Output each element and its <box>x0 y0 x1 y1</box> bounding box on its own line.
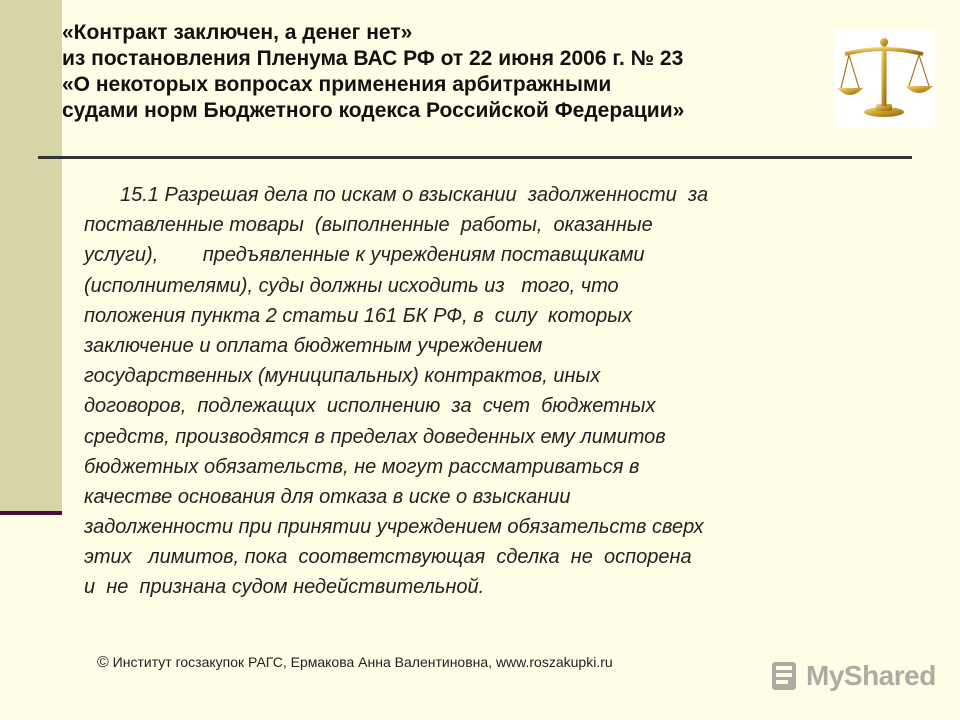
body-line: поставленные товары (выполненные работы, оказанные <box>84 214 653 237</box>
body-line: заключение и оплата бюджетным учреждением <box>84 334 543 357</box>
scales-icon <box>833 30 935 127</box>
footer-credit <box>97 654 613 672</box>
side-bar <box>0 0 62 512</box>
footer-text: Институт госзакупок РАГС, Ермакова Анна Валентиновна, www.roszakupki.ru <box>108 654 613 670</box>
body-line: 15.1 Разрешая дела по искам о взыскании задолженности за <box>120 184 709 206</box>
body-line: (исполнителями), суды должны исходить из того, что <box>84 274 619 297</box>
watermark-logo <box>768 656 936 698</box>
title-line-2: из постановления Пленума ВАС РФ от 22 июня 2006 г. № 23 <box>62 47 684 70</box>
slide-title <box>62 20 842 124</box>
body-line: и не признана судом недействительной. <box>84 576 485 599</box>
body-line: средств, производятся в пределах доведенных ему лимитов <box>84 425 666 448</box>
side-bar-accent-line <box>0 511 62 515</box>
body-line: услуги), предъявленные к учреждениям поставщиками <box>84 244 645 267</box>
body-line: бюджетных обязательств, не могут рассматриваться в <box>84 455 640 478</box>
body-line: задолженности при принятии учреждением обязательств сверх <box>84 516 704 539</box>
body-line: качестве основания для отказа в иске о взыскании <box>84 485 571 508</box>
body-line: государственных (муниципальных) контрактов, иных <box>84 365 601 388</box>
title-line-1: «Контракт заключен, а денег нет» <box>62 21 413 44</box>
body-line: положения пункта 2 статьи 161 БК РФ, в силу которых <box>84 304 633 327</box>
watermark-icon <box>768 656 804 696</box>
title-line-3: «О некоторых вопросах применения арбитражными <box>62 73 612 96</box>
title-divider <box>38 156 912 159</box>
watermark-text: MyShared <box>806 660 936 691</box>
body-line: этих лимитов, пока соответствующая сделка не оспорена <box>84 546 692 569</box>
title-line-4: судами норм Бюджетного кодекса Российской Федерации» <box>62 99 685 122</box>
body-line: договоров, подлежащих исполнению за счет бюджетных <box>84 395 656 418</box>
copyright-symbol: © <box>97 654 109 671</box>
body-paragraph <box>84 180 924 603</box>
